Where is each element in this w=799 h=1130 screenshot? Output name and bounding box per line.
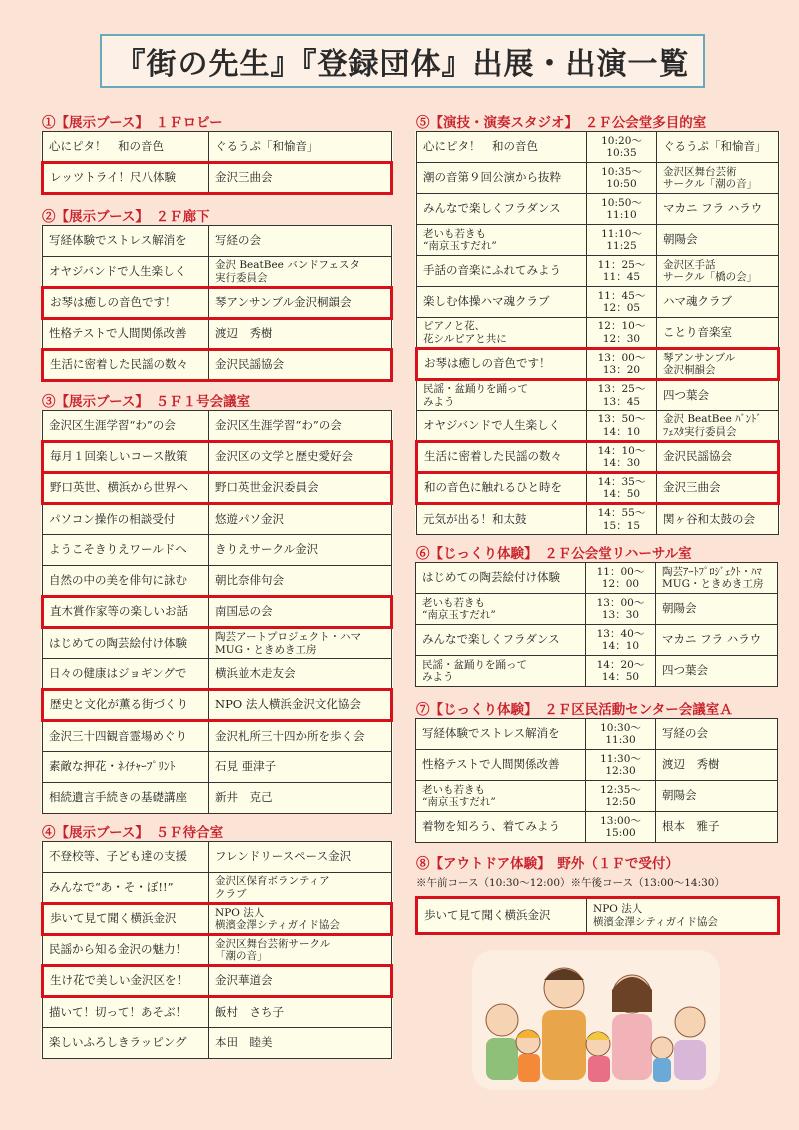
cell-title: パソコン操作の相談受付 (43, 504, 209, 535)
cell-title: オヤジバンドで人生楽しく (43, 257, 209, 288)
cell-title: 老いも若きも “南京玉すだれ” (417, 225, 587, 256)
cell-title: みんなで楽しくフラダンス (416, 625, 586, 656)
table-row (416, 781, 778, 812)
table-row (43, 659, 392, 690)
cell-organizer: 琴アンサンブル 金沢桐韻会 (657, 349, 779, 380)
section-5-table (415, 131, 780, 535)
family-illustration (472, 950, 720, 1090)
cell-title: 日々の健康はジョギングで (43, 659, 209, 690)
table-row (417, 287, 779, 318)
cell-organizer: 金沢区保育ボランティア クラブ (209, 873, 392, 904)
cell-time: 14：10～ 14：30 (587, 442, 657, 473)
table-row (43, 535, 392, 566)
section-3-table (41, 410, 393, 814)
table-row (43, 597, 392, 628)
table-row (416, 563, 778, 594)
cell-title: お琴は癒しの音色です！ (43, 288, 209, 319)
cell-title: 金沢三十四観音霊場めぐり (43, 721, 209, 752)
cell-time: 12：10～ 12：30 (587, 318, 657, 349)
table-row (416, 812, 778, 843)
cell-organizer: 金沢区舞台芸術 サークル「潮の音」 (657, 163, 779, 194)
cell-title: 民謡・盆踊りを踊って みよう (416, 656, 586, 687)
table-row (43, 442, 392, 473)
table-row (43, 690, 392, 721)
cell-title: 写経体験でストレス解消を (416, 719, 586, 750)
cell-title: みんなで楽しくフラダンス (417, 194, 587, 225)
cell-organizer: きりえサークル金沢 (209, 535, 392, 566)
section-6-heading: ⑥【じっくり体験】 ２Ｆ公会堂リハーサル室 (416, 546, 692, 562)
cell-title: 生活に密着した民謡の数々 (417, 442, 587, 473)
cell-title: 毎月１回楽しいコース散策 (43, 442, 209, 473)
section-7-heading: ⑦【じっくり体験】 ２Ｆ区民活動センター会議室Ａ (416, 702, 733, 718)
section-1-heading: ①【展示ブース】 １Ｆロビー (42, 115, 223, 131)
section-1-table (41, 131, 393, 195)
cell-title: 歩いて見て聞く横浜金沢 (43, 904, 209, 935)
section-8-note: ※午前コース（10:30～12:00）※午後コース（13:00～14:30） (416, 877, 725, 889)
cell-title: みんなで“あ・そ・ぼ!!” (43, 873, 209, 904)
cell-time: 11：25～ 11：45 (587, 256, 657, 287)
table-row (417, 349, 779, 380)
cell-organizer: 朝比奈俳句会 (209, 566, 392, 597)
cell-time: 13:00～ 15:00 (586, 812, 656, 843)
table-row (43, 1028, 392, 1059)
cell-organizer: 金沢区舞台芸術サークル 「潮の音」 (209, 935, 392, 966)
table-row (43, 257, 392, 288)
cell-organizer: 飯村 さち子 (209, 997, 392, 1028)
cell-organizer: NPO 法人 横濱金澤シティガイド協会 (209, 904, 392, 935)
section-2-heading: ②【展示ブース】 ２Ｆ廊下 (42, 209, 210, 225)
table-row (43, 873, 392, 904)
section-8-table (415, 896, 780, 935)
cell-time: 10:20～ 10:35 (587, 132, 657, 163)
cell-organizer: マカニ フラ ハラウ (656, 625, 778, 656)
cell-title: はじめての陶芸絵付け体験 (43, 628, 209, 659)
cell-organizer: 野口英世金沢委員会 (209, 473, 392, 504)
cell-title: 民謡から知る金沢の魅力！ (43, 935, 209, 966)
cell-title: 不登校等、子ども達の支援 (43, 842, 209, 873)
cell-title: 写経体験でストレス解消を (43, 226, 209, 257)
section-6-table (415, 562, 778, 687)
cell-time: 11:10～ 11:25 (587, 225, 657, 256)
cell-title: 楽しいふろしきラッピング (43, 1028, 209, 1059)
cell-title: 民謡・盆踊りを踊って みよう (417, 380, 587, 411)
section-3-heading: ③【展示ブース】 ５Ｆ１号会議室 (42, 394, 251, 410)
table-row (43, 783, 392, 814)
cell-organizer: 根本 雅子 (656, 812, 778, 843)
cell-title: 生活に密着した民謡の数々 (43, 350, 209, 381)
cell-time: 10:35～ 10:50 (587, 163, 657, 194)
cell-organizer: 四つ葉会 (657, 380, 779, 411)
cell-title: 相続遺言手続きの基礎講座 (43, 783, 209, 814)
cell-organizer: 琴アンサンブル金沢桐韻会 (209, 288, 392, 319)
table-row (416, 750, 778, 781)
cell-organizer: 金沢三曲会 (657, 473, 779, 504)
cell-title: 手話の音楽にふれてみよう (417, 256, 587, 287)
cell-title: 野口英世、横浜から世界へ (43, 473, 209, 504)
cell-title: 素敵な押花・ﾈｲﾁｬｰﾌﾟﾘﾝﾄ (43, 752, 209, 783)
table-row (43, 997, 392, 1028)
cell-time: 14：20～ 14：50 (586, 656, 656, 687)
cell-organizer: 朝陽会 (657, 225, 779, 256)
section-5-heading: ⑤【演技・演奏スタジオ】 ２Ｆ公会堂多目的室 (416, 115, 707, 131)
cell-time: 13：50～ 14：10 (587, 411, 657, 442)
cell-organizer: 渡辺 秀樹 (656, 750, 778, 781)
cell-title: はじめての陶芸絵付け体験 (416, 563, 586, 594)
cell-time: 10:30～ 11:30 (586, 719, 656, 750)
table-row (417, 380, 779, 411)
table-row (416, 656, 778, 687)
table-row (43, 966, 392, 997)
cell-organizer: 朝陽会 (656, 781, 778, 812)
cell-title: 自然の中の美を俳句に詠む (43, 566, 209, 597)
cell-organizer: NPO 法人 横濱金澤シティガイド協会 (587, 898, 779, 934)
cell-organizer: 南国忌の会 (209, 597, 392, 628)
cell-organizer: 陶芸アートプロジェクト・ハマ MUG・ときめき工房 (209, 628, 392, 659)
table-row (43, 163, 392, 194)
cell-title: 生け花で美しい金沢区を！ (43, 966, 209, 997)
section-4-heading: ④【展示ブース】 ５Ｆ待合室 (42, 825, 224, 841)
table-row (417, 898, 779, 934)
cell-organizer: 渡辺 秀樹 (209, 319, 392, 350)
table-row (416, 719, 778, 750)
table-row (416, 594, 778, 625)
cell-organizer: 新井 克己 (209, 783, 392, 814)
cell-time: 11：45～ 12：05 (587, 287, 657, 318)
cell-organizer: 金沢三曲会 (209, 163, 392, 194)
table-row (417, 442, 779, 473)
cell-organizer: 金沢区手話 サークル「橋の会」 (657, 256, 779, 287)
cell-organizer: 写経の会 (209, 226, 392, 257)
table-row (43, 904, 392, 935)
table-row (43, 319, 392, 350)
table-row (43, 935, 392, 966)
cell-title: 性格テストで人間関係改善 (43, 319, 209, 350)
section-4-table (41, 841, 393, 1059)
cell-title: 金沢区生涯学習“わ”の会 (43, 411, 209, 442)
table-row (43, 350, 392, 381)
cell-title: オヤジバンドで人生楽しく (417, 411, 587, 442)
cell-title: 歩いて見て聞く横浜金沢 (417, 898, 587, 934)
cell-title: 性格テストで人間関係改善 (416, 750, 586, 781)
table-row (43, 473, 392, 504)
table-row (43, 566, 392, 597)
cell-title: レッツトライ！尺八体験 (43, 163, 209, 194)
cell-organizer: 金沢民謡協会 (657, 442, 779, 473)
cell-time: 11:30～ 12:30 (586, 750, 656, 781)
cell-title: ピアノと花、 花シルピアと共に (417, 318, 587, 349)
cell-title: 直木賞作家等の楽しいお話 (43, 597, 209, 628)
cell-organizer: フレンドリースペース金沢 (209, 842, 392, 873)
cell-title: 心にピタ！ 和の音色 (417, 132, 587, 163)
cell-organizer: ことり音楽室 (657, 318, 779, 349)
cell-time: 13：40～ 14：10 (586, 625, 656, 656)
cell-title: 心にピタ！ 和の音色 (43, 132, 209, 163)
table-row (43, 411, 392, 442)
table-row (43, 504, 392, 535)
table-row (417, 194, 779, 225)
cell-time: 12:35～ 12:50 (586, 781, 656, 812)
cell-title: 元気が出る！和太鼓 (417, 504, 587, 535)
cell-organizer: マカニ フラ ハラウ (657, 194, 779, 225)
cell-title: 楽しむ体操ハマ魂クラブ (417, 287, 587, 318)
cell-title: ようこそきりえワールドへ (43, 535, 209, 566)
cell-time: 14：35～ 14：50 (587, 473, 657, 504)
table-row (417, 256, 779, 287)
cell-time: 14：55～ 15：15 (587, 504, 657, 535)
cell-organizer: 悠遊パソ金沢 (209, 504, 392, 535)
table-row (43, 752, 392, 783)
cell-organizer: 本田 睦美 (209, 1028, 392, 1059)
cell-organizer: 金沢区生涯学習“わ”の会 (209, 411, 392, 442)
page-title: 『街の先生』『登録団体』出展・出演一覧 (100, 34, 705, 88)
table-row (417, 225, 779, 256)
cell-organizer: ハマ魂クラブ (657, 287, 779, 318)
section-8-heading: ⑧【アウトドア体験】 野外（１Ｆで受付） (416, 856, 679, 872)
cell-title: 歴史と文化が薫る街づくり (43, 690, 209, 721)
table-row (43, 226, 392, 257)
cell-title: 潮の音第９回公演から抜粋 (417, 163, 587, 194)
table-row (417, 411, 779, 442)
cell-organizer: 金沢区の文学と歴史愛好会 (209, 442, 392, 473)
cell-title: 老いも若きも “南京玉すだれ” (416, 781, 586, 812)
cell-organizer: 四つ葉会 (656, 656, 778, 687)
cell-organizer: 金沢民謡協会 (209, 350, 392, 381)
cell-title: 和の音色に触れるひと時を (417, 473, 587, 504)
cell-organizer: 金沢華道会 (209, 966, 392, 997)
cell-organizer: 写経の会 (656, 719, 778, 750)
table-row (43, 132, 392, 163)
cell-title: 着物を知ろう、着てみよう (416, 812, 586, 843)
table-row (43, 842, 392, 873)
cell-title: 描いて！切って！あそぶ！ (43, 997, 209, 1028)
cell-organizer: 金沢 BeatBee バンドフェスタ 実行委員会 (209, 257, 392, 288)
cell-organizer: ぐるうぷ「和愉音」 (209, 132, 392, 163)
cell-organizer: ぐるうぷ「和愉音」 (657, 132, 779, 163)
cell-organizer: 横浜並木走友会 (209, 659, 392, 690)
section-2-table (41, 225, 393, 382)
cell-time: 10:50～ 11:10 (587, 194, 657, 225)
table-row (43, 721, 392, 752)
cell-organizer: 金沢 BeatBee ﾊﾞﾝﾄﾞ ﾌｪｽﾀ実行委員会 (657, 411, 779, 442)
table-row (417, 473, 779, 504)
section-7-table (415, 718, 778, 843)
table-row (417, 504, 779, 535)
cell-organizer: 石見 亜津子 (209, 752, 392, 783)
cell-organizer: 金沢札所三十四か所を歩く会 (209, 721, 392, 752)
cell-organizer: 関ヶ谷和太鼓の会 (657, 504, 779, 535)
cell-organizer: 朝陽会 (656, 594, 778, 625)
cell-time: 11：00～ 12：00 (586, 563, 656, 594)
cell-organizer: 陶芸ｱｰﾄﾌﾟﾛｼﾞｪｸﾄ・ﾊﾏ MUG・ときめき工房 (656, 563, 778, 594)
table-row (417, 163, 779, 194)
table-row (417, 318, 779, 349)
cell-time: 13：00～ 13：30 (586, 594, 656, 625)
table-row (43, 288, 392, 319)
cell-organizer: NPO 法人横浜金沢文化協会 (209, 690, 392, 721)
table-row (43, 628, 392, 659)
cell-title: 老いも若きも “南京玉すだれ” (416, 594, 586, 625)
cell-time: 13：25～ 13：45 (587, 380, 657, 411)
cell-time: 13：00～ 13：20 (587, 349, 657, 380)
table-row (417, 132, 779, 163)
cell-title: お琴は癒しの音色です！ (417, 349, 587, 380)
table-row (416, 625, 778, 656)
